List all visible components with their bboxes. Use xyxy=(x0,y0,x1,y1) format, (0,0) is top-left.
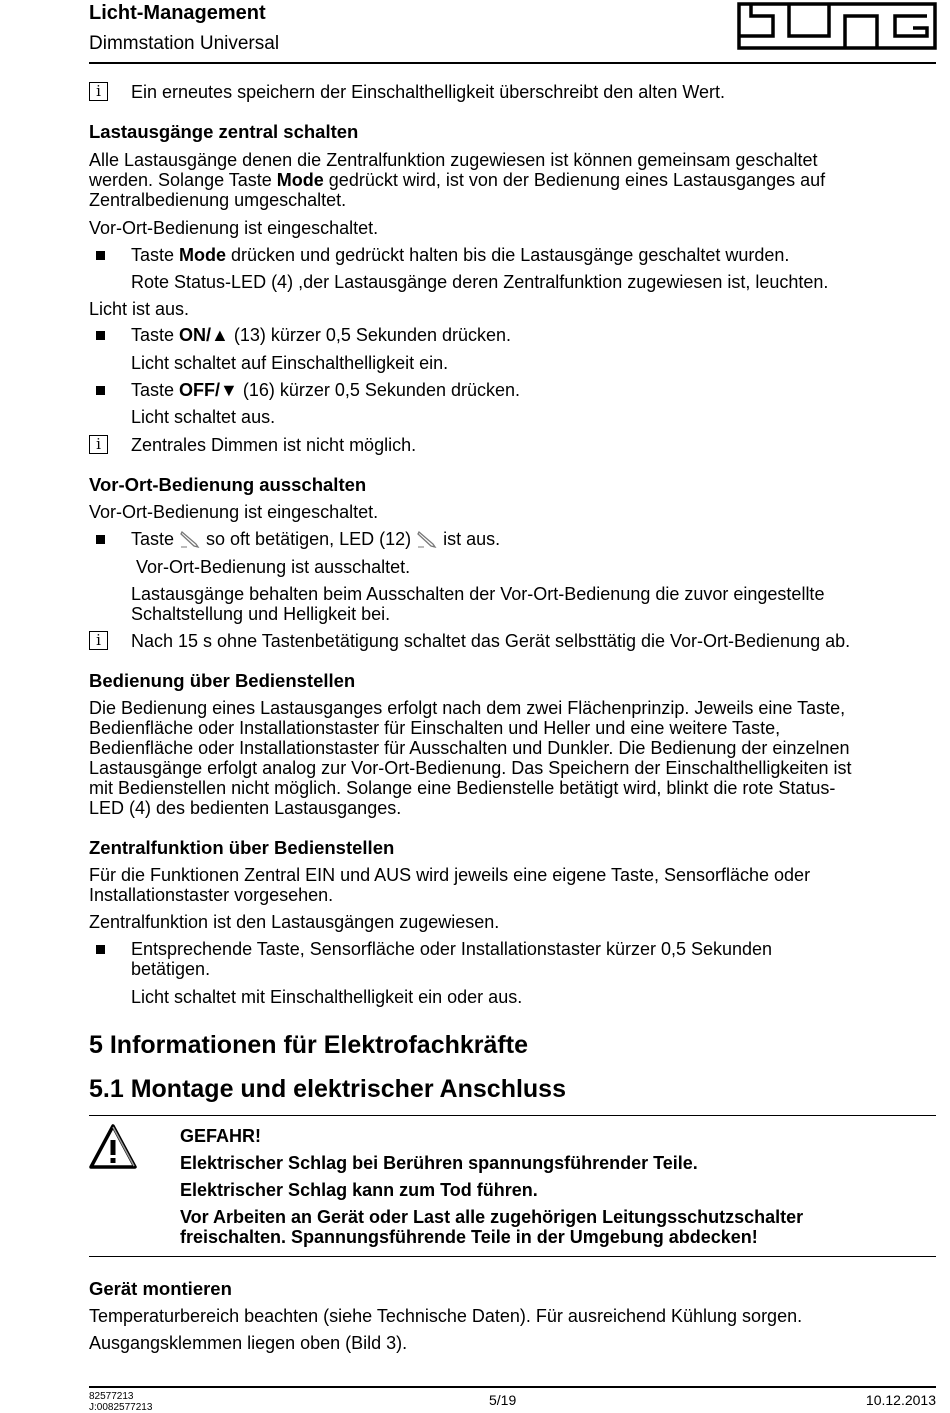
footer-doc-no: 82577213 xyxy=(89,1391,134,1402)
control-points-line: Bedienfläche oder Installationstaster für Ausschalten und Dunkler. Die Bedienung der einzelnen xyxy=(89,738,850,758)
bullet-square-icon xyxy=(96,331,105,340)
note-overwrite: Ein erneutes speichern der Einschalthelligkeit überschreibt den alten Wert. xyxy=(131,82,725,102)
header-title: Licht-Management xyxy=(89,2,266,24)
footer-page: 5/19 xyxy=(489,1392,517,1408)
header-rule xyxy=(89,62,936,64)
warning-bottom-rule xyxy=(89,1256,936,1257)
warning-line2: Elektrischer Schlag kann zum Tod führen. xyxy=(180,1180,538,1200)
local-off-step: Taste so oft betätigen, LED (12) ist aus. xyxy=(131,529,501,549)
footer-rule xyxy=(89,1386,936,1388)
central-result2: Licht schaltet auf Einschalthelligkeit ein. xyxy=(131,353,449,373)
info-icon: i xyxy=(89,435,108,454)
central-step2: Taste ON/▲ (13) kürzer 0,5 Sekunden drücken. xyxy=(131,325,512,345)
local-off-precondition: Vor-Ort-Bedienung ist eingeschaltet. xyxy=(89,502,379,522)
control-points-line: LED (4) des bedienten Lastausganges. xyxy=(89,798,402,818)
local-off-result2-line2: Schaltstellung und Helligkeit bei. xyxy=(131,604,391,624)
local-off-result2-line1: Lastausgänge behalten beim Ausschalten der Vor-Ort-Bedienung die zuvor eingestellte xyxy=(131,584,825,604)
header-subtitle: Dimmstation Universal xyxy=(89,33,280,54)
info-icon: i xyxy=(89,631,108,650)
local-off-result1: Vor-Ort-Bedienung ist ausschaltet. xyxy=(136,557,411,577)
bullet-square-icon xyxy=(96,386,105,395)
heading-mount: Gerät montieren xyxy=(89,1278,232,1299)
central-cp-line2: Installationstaster vorgesehen. xyxy=(89,885,334,905)
warning-triangle-icon xyxy=(88,1123,138,1170)
bullet-square-icon xyxy=(96,251,105,260)
central-precondition: Vor-Ort-Bedienung ist eingeschaltet. xyxy=(89,218,379,238)
mount-line1: Temperaturbereich beachten (siehe Technische Daten). Für ausreichend Kühlung sorgen. xyxy=(89,1306,803,1326)
central-step1: Taste Mode drücken und gedrückt halten bis die Lastausgänge geschaltet wurden. xyxy=(131,245,790,265)
central-intro-line2: werden. Solange Taste Mode gedrückt wird, ist von der Bedienung eines Lastausganges auf xyxy=(89,170,826,190)
central-step3: Taste OFF/▼ (16) kürzer 0,5 Sekunden drücken. xyxy=(131,380,520,400)
control-points-line: Die Bedienung eines Lastausganges erfolgt nach dem zwei Flächenprinzip. Jeweils eine Taste, xyxy=(89,698,846,718)
section-5-title: 5 Informationen für Elektrofachkräfte xyxy=(89,1031,528,1059)
central-cp-result: Licht schaltet mit Einschalthelligkeit ein oder aus. xyxy=(131,987,523,1007)
control-points-line: Bedienfläche oder Installationstaster für Einschalten und Heller und eine weitere Taste, xyxy=(89,718,781,738)
central-cp-step-line2: betätigen. xyxy=(131,959,211,979)
footer-job-no: J:0082577213 xyxy=(89,1402,153,1413)
pen-icon xyxy=(179,529,201,549)
footer-date: 10.12.2013 xyxy=(865,1392,936,1408)
central-result1: Rote Status-LED (4) ,der Lastausgänge deren Zentralfunktion zugewiesen ist, leuchten. xyxy=(131,272,829,292)
info-icon: i xyxy=(89,82,108,101)
control-points-line: Lastausgänge erfolgt analog zur Vor-Ort-Bedienung. Das Speichern der Einschalthelligkeiten ist xyxy=(89,758,852,778)
central-intro-line1: Alle Lastausgänge denen die Zentralfunktion zugewiesen ist können gemeinsam geschaltet xyxy=(89,150,818,170)
central-intro-line3: Zentralbedienung umgeschaltet. xyxy=(89,190,347,210)
heading-central: Lastausgänge zentral schalten xyxy=(89,121,359,142)
central-result3: Licht schaltet aus. xyxy=(131,407,276,427)
heading-control-points: Bedienung über Bedienstellen xyxy=(89,670,356,691)
heading-central-cp: Zentralfunktion über Bedienstellen xyxy=(89,837,395,858)
pen-icon xyxy=(416,529,438,549)
heading-local-off: Vor-Ort-Bedienung ausschalten xyxy=(89,474,367,495)
note-no-dimming: Zentrales Dimmen ist nicht möglich. xyxy=(131,435,417,455)
jung-logo xyxy=(737,2,937,50)
bullet-square-icon xyxy=(96,535,105,544)
warning-line1: Elektrischer Schlag bei Berühren spannungsführender Teile. xyxy=(180,1153,698,1173)
note-auto-off: Nach 15 s ohne Tastenbetätigung schaltet das Gerät selbsttätig die Vor-Ort-Bedienung ab. xyxy=(131,631,851,651)
section-5-1-title: 5.1 Montage und elektrischer Anschluss xyxy=(89,1075,566,1103)
central-cp-line1: Für die Funktionen Zentral EIN und AUS wird jeweils eine eigene Taste, Sensorfläche oder xyxy=(89,865,811,885)
warning-line3: Vor Arbeiten an Gerät oder Last alle zugehörigen Leitungsschutzschalter xyxy=(180,1207,804,1227)
warning-line4: freischalten. Spannungsführende Teile in der Umgebung abdecken! xyxy=(180,1227,758,1247)
mount-line2: Ausgangsklemmen liegen oben (Bild 3). xyxy=(89,1333,408,1353)
bullet-square-icon xyxy=(96,945,105,954)
control-points-line: mit Bedienstellen nicht möglich. Solange eine Bedienstelle betätigt wird, blinkt die rote Status- xyxy=(89,778,836,798)
warning-label: GEFAHR! xyxy=(180,1126,261,1146)
warning-top-rule xyxy=(89,1115,936,1116)
central-cp-step-line1: Entsprechende Taste, Sensorfläche oder Installationstaster kürzer 0,5 Sekunden xyxy=(131,939,773,959)
central-light-off: Licht ist aus. xyxy=(89,299,190,319)
central-cp-precondition: Zentralfunktion ist den Lastausgängen zugewiesen. xyxy=(89,912,500,932)
